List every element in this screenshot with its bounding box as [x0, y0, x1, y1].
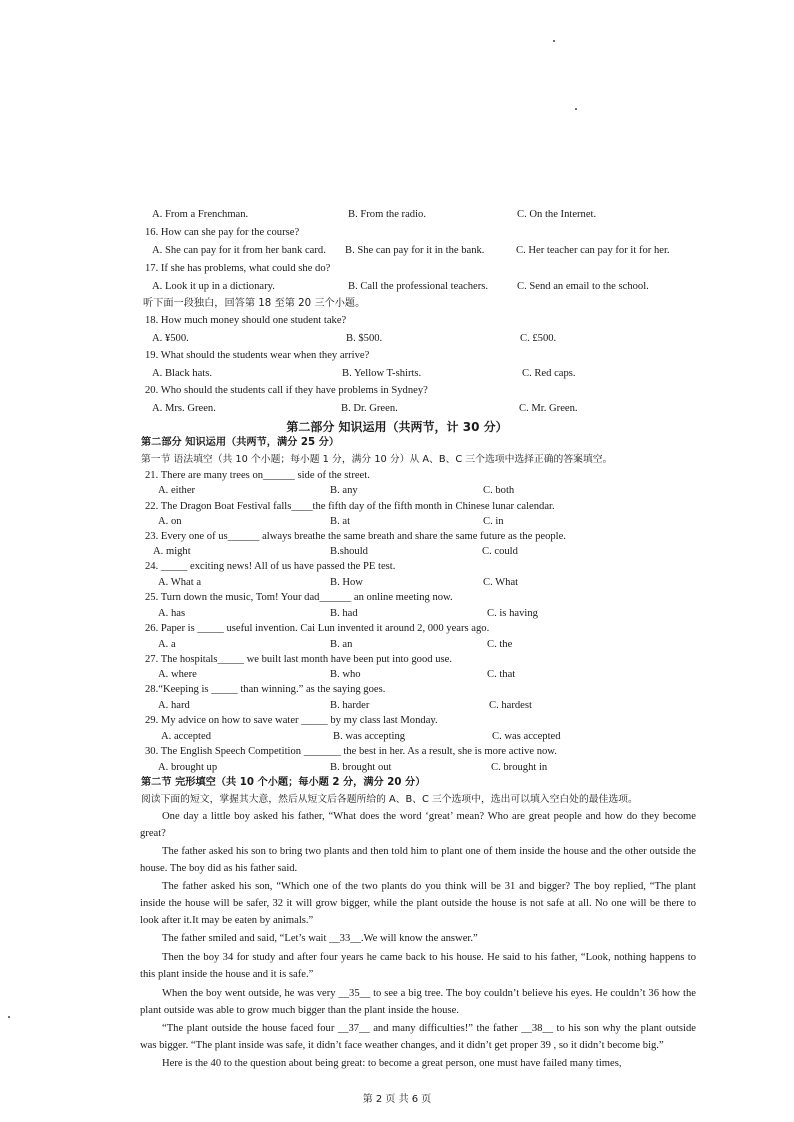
q18-question: 18. How much money should one student take? [145, 315, 347, 326]
q24-option-a: A. What a [158, 577, 202, 588]
passage-paragraph-5: Then the boy 34 for study and after four years he came back to his house. He said to his father, “Look, nothing happens to this plant inside the house and it is safe.” [140, 952, 696, 980]
q27-option-c: C. that [487, 669, 516, 680]
q17-question: 17. If she has problems, what could she do? [145, 263, 331, 274]
part-two-title: 第二部分 知识运用（共两节，计 30 分） [286, 420, 508, 434]
passage-paragraph-6: When the boy went outside, he was very __35__ to see a big tree. The boy couldn’t believe his eyes. He couldn’t 36 how the plant outside was able to grow much bigger than the plant inside the house. [140, 988, 696, 1016]
q18-option-b: B. $500. [346, 333, 383, 344]
q26-option-b: B. an [330, 639, 353, 650]
q19-option-c: C. Red caps. [522, 368, 576, 379]
q27-question: 27. The hospitals_____ we built last month have been put into good use. [145, 654, 452, 665]
scan-speck [575, 108, 577, 110]
q15-option-b: B. From the radio. [348, 209, 426, 220]
q26-option-a: A. a [158, 639, 176, 650]
passage-paragraph-8: Here is the 40 to the question about being great: to become a great person, one must have failed many times, [162, 1058, 622, 1069]
q25-question: 25. Turn down the music, Tom! Your dad______ an online meeting now. [145, 592, 453, 603]
q30-option-c: C. brought in [491, 762, 548, 773]
q17-option-a: A. Look it up in a dictionary. [152, 281, 275, 292]
q28-option-c: C. hardest [489, 700, 532, 711]
q22-question: 22. The Dragon Boat Festival falls____the fifth day of the fifth month in Chinese lunar calendar. [145, 501, 555, 512]
q18-option-c: C. £500. [520, 333, 557, 344]
q30-question: 30. The English Speech Competition _______ the best in her. As a result, she is more active now. [145, 746, 557, 757]
q20-option-c: C. Mr. Green. [519, 403, 578, 414]
q26-option-c: C. the [487, 639, 513, 650]
q24-question: 24. _____ exciting news! All of us have passed the PE test. [145, 561, 396, 572]
q27-option-a: A. where [158, 669, 197, 680]
q16-option-a: A. She can pay for it from her bank card. [152, 245, 326, 256]
section-one-instruction: 第一节 语法填空（共 10 个小题；每小题 1 分，满分 10 分）从 A、B、C 三个选项中选择正确的答案填空。 [141, 454, 613, 465]
q24-option-c: C. What [483, 577, 519, 588]
q29-option-b: B. was accepting [333, 731, 406, 742]
part-two-subtitle: 第二部分 知识运用（共两节，满分 25 分） [141, 437, 340, 448]
q26-question: 26. Paper is _____ useful invention. Cai Lun invented it around 2, 000 years ago. [145, 623, 490, 634]
q28-option-a: A. hard [158, 700, 190, 711]
q29-question: 29. My advice on how to save water _____ by my class last Monday. [145, 715, 438, 726]
passage-paragraph-2: The father asked his son to bring two plants and then told him to plant one of them inside the house and the other outside the house. The boy did as his father said. [140, 846, 696, 874]
q21-option-c: C. both [483, 485, 515, 496]
q16-option-b: B. She can pay for it in the bank. [345, 245, 485, 256]
q29-option-a: A. accepted [161, 731, 211, 742]
q27-option-b: B. who [330, 669, 361, 680]
q16-question: 16. How can she pay for the course? [145, 227, 300, 238]
q15-option-a: A. From a Frenchman. [152, 209, 249, 220]
q30-option-a: A. brought up [158, 762, 218, 773]
q25-option-c: C. is having [487, 608, 538, 619]
q22-option-b: B. at [330, 516, 351, 527]
q19-question: 19. What should the students wear when they arrive? [145, 350, 370, 361]
q21-question: 21. There are many trees on______ side of the street. [145, 470, 370, 481]
q23-option-a: A. might [153, 546, 191, 557]
q20-question: 20. Who should the students call if they have problems in Sydney? [145, 385, 428, 396]
q28-question: 28.“Keeping is _____ than winning.” as the saying goes. [145, 684, 386, 695]
q17-option-c: C. Send an email to the school. [517, 281, 649, 292]
q17-option-b: B. Call the professional teachers. [348, 281, 489, 292]
q19-option-a: A. Black hats. [152, 368, 213, 379]
q25-option-a: A. has [158, 608, 186, 619]
q22-option-c: C. in [483, 516, 504, 527]
q23-option-c: C. could [482, 546, 518, 557]
q25-option-b: B. had [330, 608, 358, 619]
q15-option-c: C. On the Internet. [517, 209, 597, 220]
page-footer: 第 2 页 共 6 页 [362, 1094, 432, 1105]
q19-option-b: B. Yellow T-shirts. [342, 368, 422, 379]
q18-option-a: A. ¥500. [152, 333, 189, 344]
monologue-instruction: 听下面一段独白，回答第 18 至第 20 三个小题。 [143, 298, 366, 309]
q24-option-b: B. How [330, 577, 363, 588]
passage-paragraph-3: The father asked his son, “Which one of the two plants do you think will be 31 and bigger? The boy replied, “The plant inside the house will be safer, 32 it will grow bigger, while the plant outside the house is not safe at all. No one will be there to look after it.It may be eaten by animals.” [140, 881, 696, 926]
q20-option-b: B. Dr. Green. [341, 403, 398, 414]
q28-option-b: B. harder [330, 700, 370, 711]
q20-option-a: A. Mrs. Green. [152, 403, 216, 414]
passage-paragraph-1: One day a little boy asked his father, “What does the word ‘great’ mean? Who are great people and how do they become great? [140, 811, 696, 839]
scan-speck [8, 1016, 10, 1018]
q23-question: 23. Every one of us______ always breathe the same breath and share the same future as the people. [145, 531, 566, 542]
q23-option-b: B.should [330, 546, 368, 557]
section-two-title: 第二节 完形填空（共 10 个小题；每小题 2 分，满分 20 分） [141, 777, 426, 788]
q30-option-b: B. brought out [330, 762, 392, 773]
q22-option-a: A. on [158, 516, 182, 527]
q21-option-b: B. any [330, 485, 358, 496]
q29-option-c: C. was accepted [492, 731, 561, 742]
cloze-instruction: 阅读下面的短文，掌握其大意，然后从短文后各题所给的 A、B、C 三个选项中，选出可以填入空白处的最佳选项。 [141, 794, 638, 805]
passage-paragraph-7: “The plant outside the house faced four __37__ and many difficulties!” the father __38__ to his son why the plant outside was bigger. “The plant inside was safe, it didn’t face weather changes, and it didn’t get proper 39 , so it didn’t become big.” [140, 1023, 696, 1051]
q16-option-c: C. Her teacher can pay for it for her. [516, 245, 670, 256]
scan-speck [553, 40, 555, 42]
passage-paragraph-4: The father smiled and said, “Let’s wait __33__.We will know the answer.” [162, 933, 478, 944]
q21-option-a: A. either [158, 485, 196, 496]
